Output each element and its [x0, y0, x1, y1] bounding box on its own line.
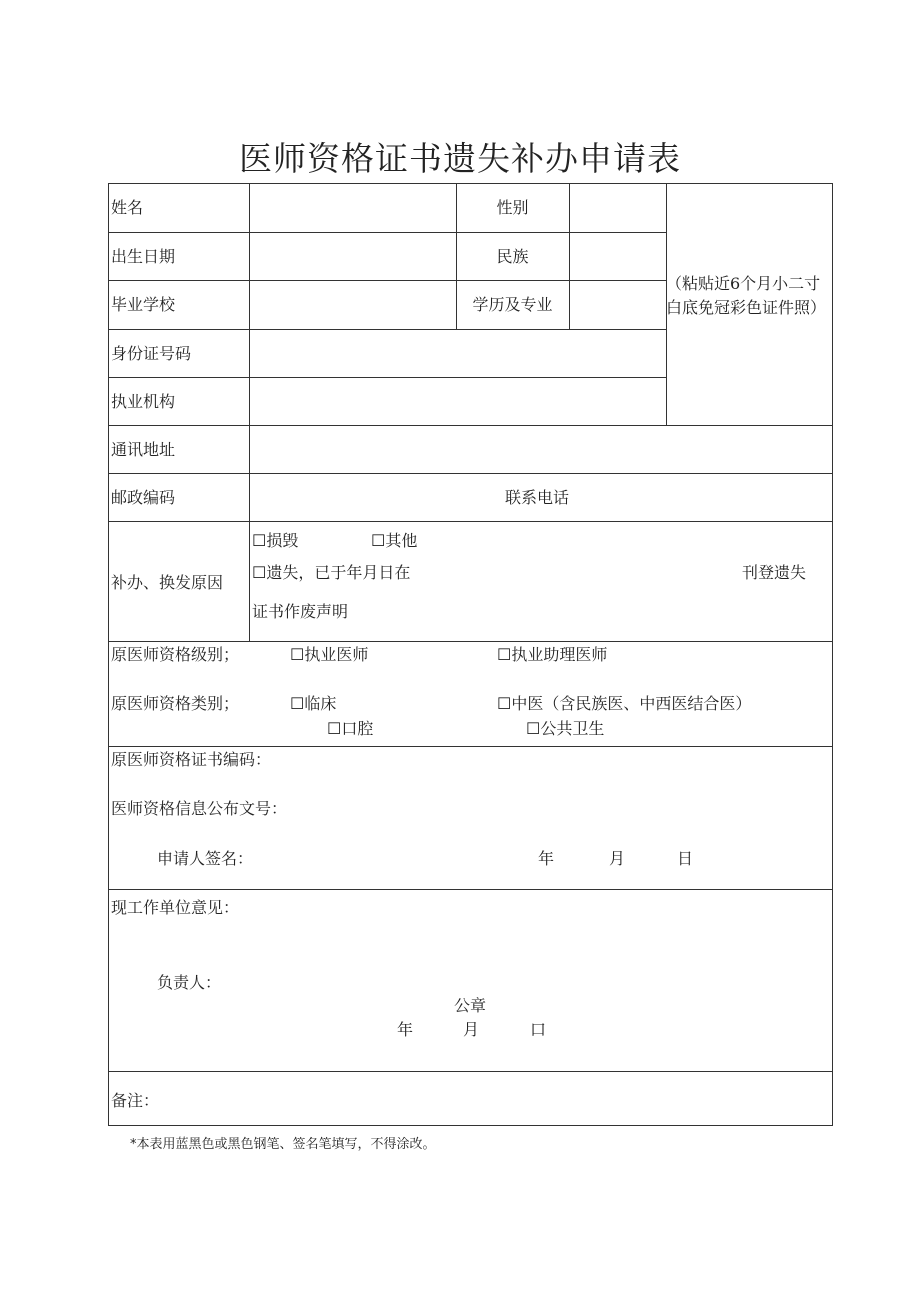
footnote: *本表用蓝黑色或黑色钢笔、签名笔填写，不得涂改。: [130, 1137, 436, 1152]
employer-day: 口: [530, 1020, 547, 1039]
category-dental-checkbox[interactable]: ☐口腔: [327, 719, 374, 738]
reason-label: 补办、换发原因: [111, 573, 224, 592]
birth-date-field[interactable]: [250, 233, 455, 279]
education-label: 学历及专业: [472, 295, 553, 314]
row-divider: [109, 889, 832, 890]
address-field[interactable]: [250, 426, 831, 472]
level-physician-checkbox[interactable]: ☐执业医师: [290, 645, 369, 664]
level-assistant-checkbox[interactable]: ☐执业助理医师: [497, 645, 608, 664]
sign-year: 年: [538, 849, 555, 868]
reason-lost-checkbox[interactable]: ☐遗失，已于年月日在: [252, 563, 411, 582]
row-divider: [109, 746, 832, 747]
school-field[interactable]: [250, 281, 455, 328]
category-public-health-checkbox[interactable]: ☐公共卫生: [526, 719, 605, 738]
id-number-label: 身份证号码: [111, 344, 192, 363]
ethnicity-label: 民族: [496, 247, 529, 266]
row-divider: [109, 1071, 832, 1072]
ethnicity-field[interactable]: [570, 233, 665, 279]
employer-month: 月: [463, 1020, 480, 1039]
column-divider: [249, 521, 250, 641]
row-divider: [109, 473, 832, 474]
gender-field[interactable]: [570, 185, 665, 231]
page-title: 医师资格证书遗失补办申请表: [239, 139, 681, 178]
photo-placeholder: （粘贴近6个月小二寸白底免冠彩色证件照）: [666, 274, 827, 317]
education-field[interactable]: [570, 281, 665, 328]
id-number-field[interactable]: [250, 330, 665, 376]
reason-other-checkbox[interactable]: ☐其他: [371, 531, 418, 550]
reason-statement-text: 证书作废声明: [252, 602, 349, 621]
remarks-label: 备注：: [111, 1091, 160, 1110]
seal-label: 公章: [454, 996, 487, 1015]
reason-published-text: 刊登遗失: [742, 563, 807, 582]
address-label: 通讯地址: [111, 440, 176, 459]
level-label: 原医师资格级别；: [111, 645, 240, 664]
birth-date-label: 出生日期: [111, 247, 176, 266]
sign-month: 月: [609, 849, 626, 868]
leader-label: 负责人：: [157, 973, 222, 992]
row-divider: [109, 521, 832, 522]
cert-code-label: 原医师资格证书编码：: [111, 750, 272, 769]
reason-damaged-checkbox[interactable]: ☐损毁: [252, 531, 299, 550]
institution-label: 执业机构: [111, 392, 176, 411]
category-clinical-checkbox[interactable]: ☐临床: [290, 694, 337, 713]
category-tcm-checkbox[interactable]: ☐中医（含民族医、中西医结合医）: [497, 694, 752, 713]
school-label: 毕业学校: [111, 295, 176, 314]
postcode-label: 邮政编码: [111, 488, 176, 507]
employer-year: 年: [397, 1020, 414, 1039]
row-divider: [109, 641, 832, 642]
institution-field[interactable]: [250, 378, 665, 424]
phone-label: 联系电话: [505, 488, 570, 507]
category-label: 原医师资格类别；: [111, 694, 240, 713]
gender-label: 性别: [496, 198, 529, 217]
publish-number-label: 医师资格信息公布文号：: [111, 799, 288, 818]
name-field[interactable]: [250, 185, 455, 231]
application-form: [108, 183, 833, 1126]
sign-day: 日: [677, 849, 694, 868]
employer-opinion-label: 现工作单位意见：: [111, 898, 240, 917]
applicant-sign-label: 申请人签名：: [157, 849, 254, 868]
name-label: 姓名: [111, 198, 144, 217]
